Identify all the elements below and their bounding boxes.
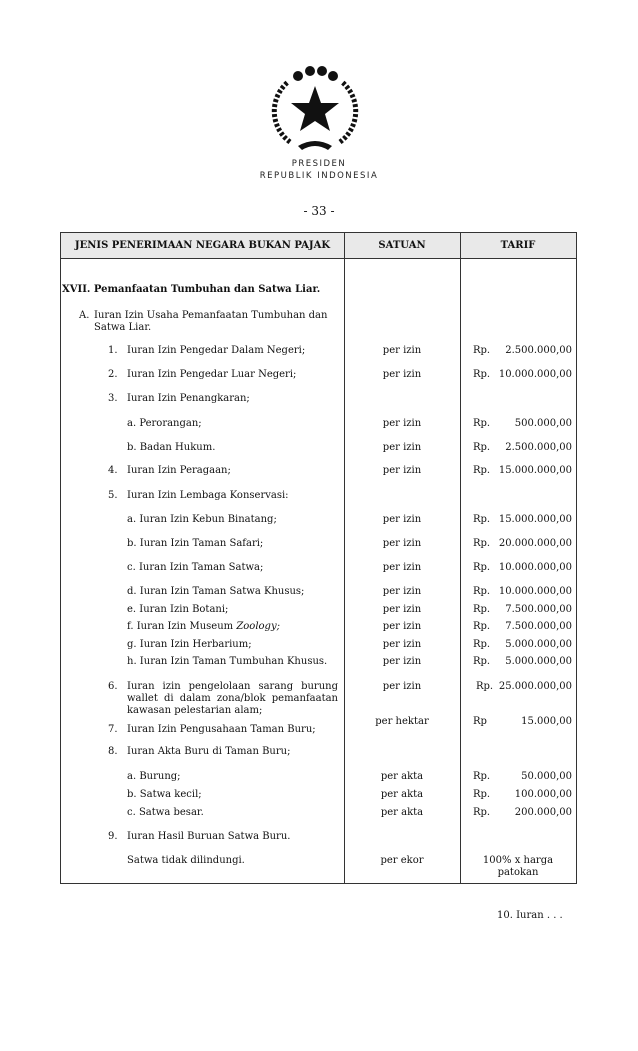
item-amount: 25.000.000,00 (498, 681, 572, 692)
item-unit: per izin (382, 604, 422, 615)
item-currency: Rp. (473, 789, 491, 800)
item-currency: Rp. (473, 639, 491, 650)
item-unit: per izin (382, 656, 422, 667)
continuation-marker: 10. Iuran . . . (497, 910, 563, 921)
item-currency: Rp. (473, 465, 491, 476)
item-amount: 15.000.000,00 (498, 514, 572, 525)
item-amount: 50.000,00 (521, 771, 572, 782)
star-icon (291, 86, 339, 131)
header-jenis: JENIS PENERIMAAN NEGARA BUKAN PAJAK (74, 240, 331, 251)
item-amount: 100.000,00 (514, 789, 572, 800)
subitem-label-italic: Zoology; (236, 621, 280, 632)
subitem-label: a. Perorangan; (127, 418, 202, 429)
sub-a-line2: Satwa Liar. (94, 322, 152, 333)
item-amount: 500.000,00 (514, 418, 572, 429)
item-amount: 5.000.000,00 (505, 639, 572, 650)
item-currency: Rp. (473, 807, 491, 818)
item-unit: per ekor (380, 855, 424, 866)
item-unit: per izin (382, 562, 422, 573)
item-unit: per izin (382, 418, 422, 429)
sub-a-label: A. (79, 310, 90, 321)
item-unit: per akta (380, 807, 424, 818)
item-number: 4. (108, 465, 118, 476)
item-unit: per izin (382, 369, 422, 380)
item-label-line: kawasan pelestarian alam; (127, 705, 263, 716)
item-amount: 2.500.000,00 (505, 345, 572, 356)
item-unit: per izin (382, 465, 422, 476)
item-label: Iuran Izin Peragaan; (127, 465, 231, 476)
item-unit: per izin (382, 621, 422, 632)
item-label-line: wallet di dalam zona/blok pemanfaatan (127, 693, 338, 704)
item-unit: per izin (382, 538, 422, 549)
section-title: XVII. Pemanfaatan Tumbuhan dan Satwa Liar. (62, 284, 321, 295)
item-currency: Rp. (473, 538, 491, 549)
subitem-label: b. Iuran Izin Taman Safari; (127, 538, 264, 549)
item-amount: 10.000.000,00 (498, 586, 572, 597)
item-currency: Rp. (476, 681, 494, 692)
item-currency: Rp. (473, 621, 491, 632)
emblem-subtitle: REPUBLIK INDONESIA (259, 171, 379, 181)
column-divider (460, 232, 461, 884)
item-unit: per izin (382, 514, 422, 525)
header-satuan: SATUAN (378, 240, 426, 251)
item-amount: 2.500.000,00 (505, 442, 572, 453)
item-unit: per hektar (375, 716, 429, 727)
item-label-line: Iuran izin pengelolaan sarang burung (127, 681, 338, 692)
item-number: 1. (108, 345, 118, 356)
subitem-label: g. Iuran Izin Herbarium; (127, 639, 252, 650)
item-currency: Rp (473, 716, 487, 727)
subitem-label (127, 621, 280, 633)
subitem-label: b. Badan Hukum. (127, 442, 216, 453)
item-amount: 15.000,00 (521, 716, 572, 727)
subitem-label-prefix: f. Iuran Izin Museum (127, 621, 237, 632)
item-label: Iuran Izin Lembaga Konservasi: (127, 490, 289, 501)
item-unit: per akta (380, 789, 424, 800)
emblem-title: PRESIDEN (291, 159, 347, 169)
item-number: 5. (108, 490, 118, 501)
item-amount: 10.000.000,00 (498, 562, 572, 573)
item-tarif-line2: patokan (497, 867, 539, 878)
item-amount: 20.000.000,00 (498, 538, 572, 549)
subitem-label: a. Iuran Izin Kebun Binatang; (127, 514, 277, 525)
item-unit: per akta (380, 771, 424, 782)
item-unit: per izin (382, 345, 422, 356)
item-number: 2. (108, 369, 118, 380)
item-label: Iuran Izin Penangkaran; (127, 393, 250, 404)
item-label: Iuran Izin Pengusahaan Taman Buru; (127, 724, 316, 735)
item-currency: Rp. (473, 562, 491, 573)
item-number: 9. (108, 831, 118, 842)
subitem-label: e. Iuran Izin Botani; (127, 604, 229, 615)
subitem-label: c. Iuran Izin Taman Satwa; (127, 562, 264, 573)
subitem-label: c. Satwa besar. (127, 807, 204, 818)
sub-a-line1: Iuran Izin Usaha Pemanfaatan Tumbuhan dan (94, 310, 328, 321)
item-number: 8. (108, 746, 118, 757)
item-currency: Rp. (473, 586, 491, 597)
item-amount: 200.000,00 (514, 807, 572, 818)
item-amount: 7.500.000,00 (505, 621, 572, 632)
item-label: Iuran Izin Pengedar Luar Negeri; (127, 369, 297, 380)
item-tarif-line1: 100% x harga (482, 855, 554, 866)
subitem-label: h. Iuran Izin Taman Tumbuhan Khusus. (127, 656, 328, 667)
garuda-star-seal-icon (270, 64, 360, 154)
subitem-label: a. Burung; (127, 771, 181, 782)
item-amount: 10.000.000,00 (498, 369, 572, 380)
item-unit: per izin (382, 681, 422, 692)
item-number: 3. (108, 393, 118, 404)
item-amount: 5.000.000,00 (505, 656, 572, 667)
subitem-label: b. Satwa kecil; (127, 789, 202, 800)
item-currency: Rp. (473, 418, 491, 429)
page-number: - 33 - (303, 204, 335, 218)
item-currency: Rp. (473, 369, 491, 380)
item-label: Iuran Akta Buru di Taman Buru; (127, 746, 291, 757)
column-divider (344, 232, 345, 884)
item-label: Iuran Hasil Buruan Satwa Buru. (127, 831, 291, 842)
item-currency: Rp. (473, 771, 491, 782)
item-amount: 15.000.000,00 (498, 465, 572, 476)
subitem-label: Satwa tidak dilindungi. (127, 855, 245, 866)
item-unit: per izin (382, 586, 422, 597)
item-number: 6. (108, 681, 118, 692)
item-currency: Rp. (473, 604, 491, 615)
item-currency: Rp. (473, 514, 491, 525)
item-label: Iuran Izin Pengedar Dalam Negeri; (127, 345, 306, 356)
header-tarif: TARIF (500, 240, 536, 251)
item-unit: per izin (382, 639, 422, 650)
item-currency: Rp. (473, 656, 491, 667)
item-amount: 7.500.000,00 (505, 604, 572, 615)
item-number: 7. (108, 724, 118, 735)
item-unit: per izin (382, 442, 422, 453)
subitem-label: d. Iuran Izin Taman Satwa Khusus; (127, 586, 305, 597)
item-currency: Rp. (473, 345, 491, 356)
item-currency: Rp. (473, 442, 491, 453)
